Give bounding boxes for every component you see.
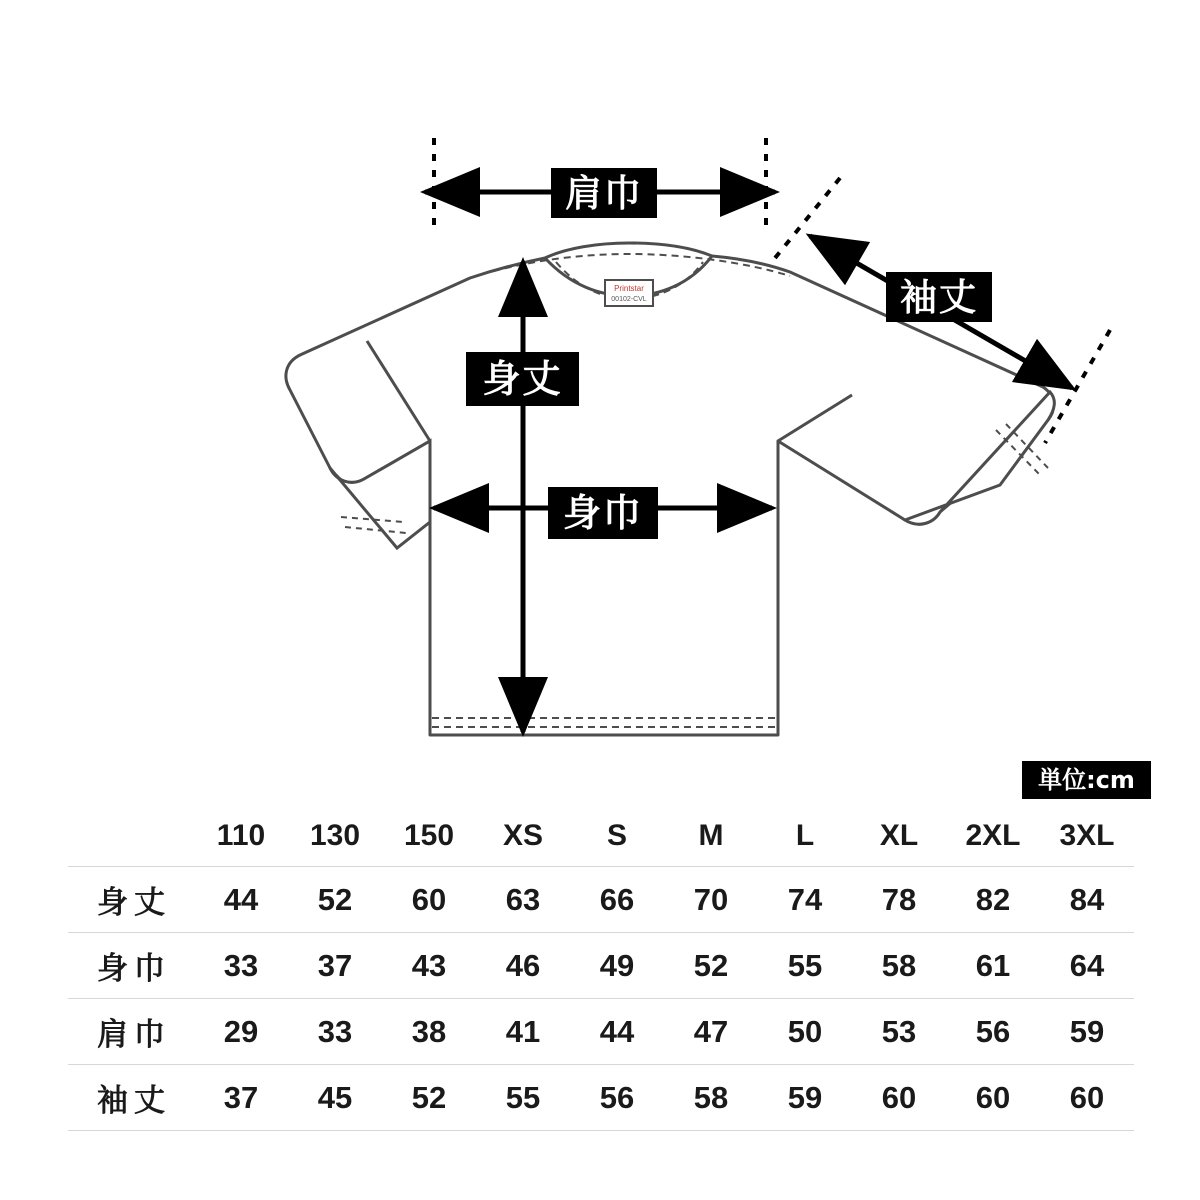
svg-text:Printstar: Printstar	[614, 284, 644, 293]
cell: 55	[758, 933, 852, 999]
table-corner-cell	[68, 806, 194, 867]
column-header-s: S	[570, 806, 664, 867]
cell: 59	[758, 1065, 852, 1131]
row-label-body-width: 身巾	[68, 933, 194, 999]
cell: 50	[758, 999, 852, 1065]
label-shoulder-width: 肩巾	[551, 168, 657, 218]
cell: 43	[382, 933, 476, 999]
cell: 52	[288, 867, 382, 933]
cell: 38	[382, 999, 476, 1065]
cell: 58	[664, 1065, 758, 1131]
size-table	[68, 806, 1134, 1131]
table-row	[68, 933, 1134, 999]
table-row	[68, 999, 1134, 1065]
cell: 49	[570, 933, 664, 999]
cell: 78	[852, 867, 946, 933]
table-row	[68, 867, 1134, 933]
column-header-3xl: 3XL	[1040, 806, 1134, 867]
cell: 66	[570, 867, 664, 933]
cell: 37	[288, 933, 382, 999]
table-row	[68, 1065, 1134, 1131]
cell: 53	[852, 999, 946, 1065]
cell: 46	[476, 933, 570, 999]
cell: 60	[852, 1065, 946, 1131]
cell: 33	[194, 933, 288, 999]
cell: 44	[194, 867, 288, 933]
column-header-m: M	[664, 806, 758, 867]
cell: 47	[664, 999, 758, 1065]
size-table-wrapper	[68, 806, 1134, 1131]
column-header-xs: XS	[476, 806, 570, 867]
cell: 59	[1040, 999, 1134, 1065]
row-label-shoulder-width: 肩巾	[68, 999, 194, 1065]
cell: 44	[570, 999, 664, 1065]
cell: 70	[664, 867, 758, 933]
row-label-sleeve-length: 袖丈	[68, 1065, 194, 1131]
column-header-130: 130	[288, 806, 382, 867]
cell: 55	[476, 1065, 570, 1131]
label-sleeve-length: 袖丈	[886, 272, 992, 322]
neck-label	[605, 280, 653, 306]
cell: 60	[382, 867, 476, 933]
row-label-body-length: 身丈	[68, 867, 194, 933]
cell: 52	[664, 933, 758, 999]
cell: 41	[476, 999, 570, 1065]
cell: 52	[382, 1065, 476, 1131]
cell: 58	[852, 933, 946, 999]
label-body-width: 身巾	[548, 487, 658, 539]
cell: 56	[570, 1065, 664, 1131]
cell: 29	[194, 999, 288, 1065]
cell: 63	[476, 867, 570, 933]
column-header-l: L	[758, 806, 852, 867]
table-header-row	[68, 806, 1134, 867]
column-header-150: 150	[382, 806, 476, 867]
column-header-110: 110	[194, 806, 288, 867]
cell: 45	[288, 1065, 382, 1131]
cell: 74	[758, 867, 852, 933]
cell: 56	[946, 999, 1040, 1065]
cell: 33	[288, 999, 382, 1065]
cell: 64	[1040, 933, 1134, 999]
cell: 82	[946, 867, 1040, 933]
cell: 84	[1040, 867, 1134, 933]
cell: 61	[946, 933, 1040, 999]
cell: 37	[194, 1065, 288, 1131]
label-body-length: 身丈	[466, 352, 579, 406]
cell: 60	[946, 1065, 1040, 1131]
column-header-2xl: 2XL	[946, 806, 1040, 867]
column-header-xl: XL	[852, 806, 946, 867]
svg-text:00102-CVL: 00102-CVL	[611, 296, 647, 303]
cell: 60	[1040, 1065, 1134, 1131]
label-unit: 単位:cm	[1022, 761, 1151, 799]
